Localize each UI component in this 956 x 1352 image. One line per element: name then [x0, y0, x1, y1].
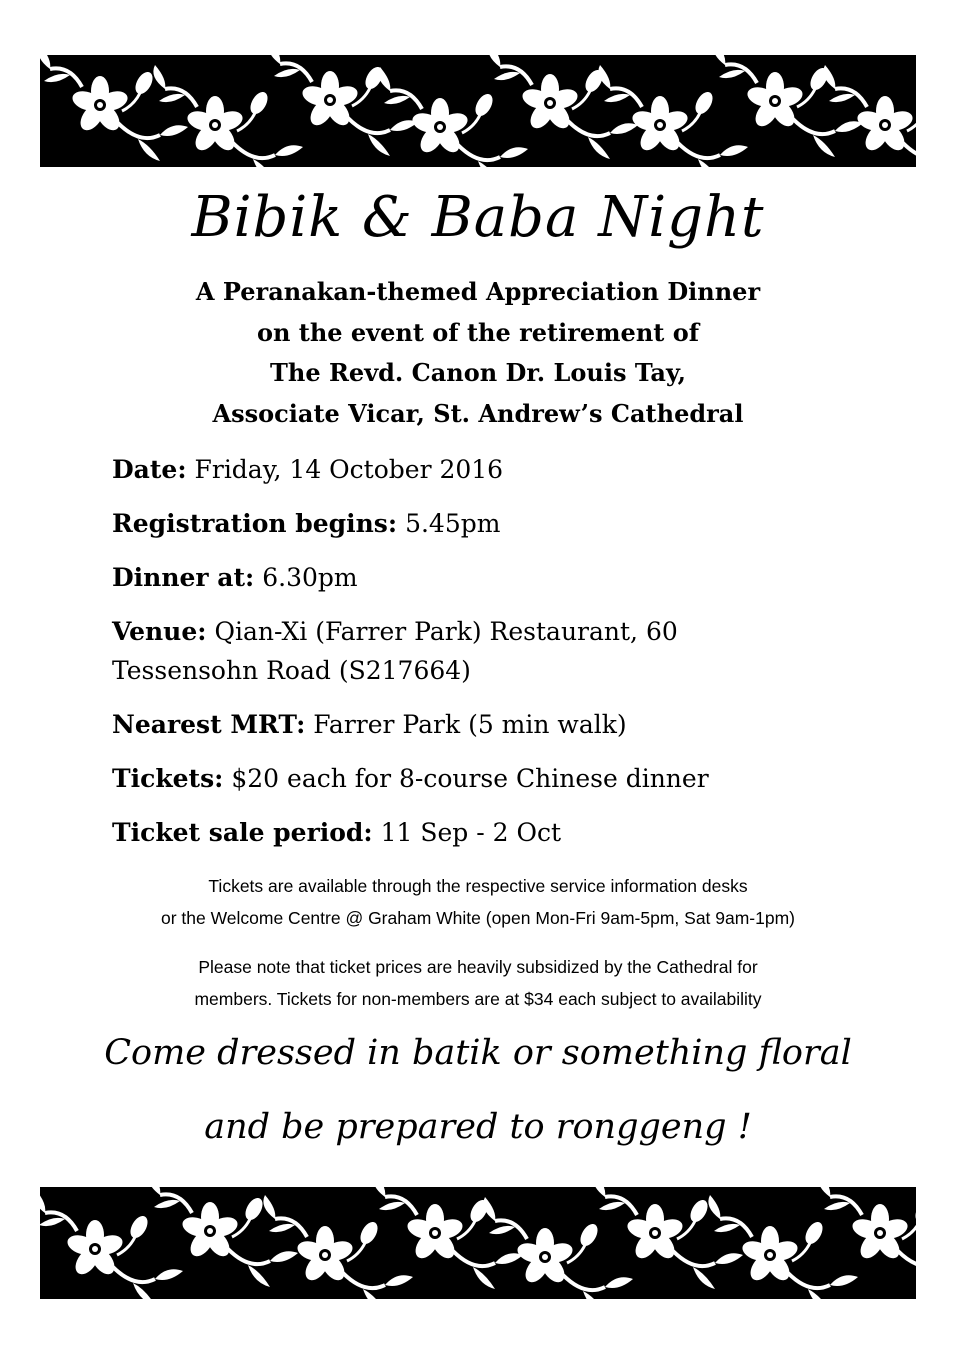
detail-venue: [112, 612, 832, 690]
dress-code-line: Come dressed in batik or something floral: [104, 1033, 852, 1073]
ticket-availability-note: [0, 870, 956, 934]
detail-value: 5.45pm: [405, 509, 501, 538]
subtitle-line: Associate Vicar, St. Andrew’s Cathedral: [212, 398, 744, 428]
detail-label: Dinner at:: [112, 563, 255, 592]
detail-ticket-sale-period: [112, 813, 832, 852]
note-line: Tickets are available through the respective service information desks: [208, 876, 748, 896]
detail-label: Nearest MRT:: [112, 710, 306, 739]
detail-label: Date:: [112, 455, 187, 484]
pricing-note: [0, 951, 956, 1015]
batik-floral-pattern-icon: [40, 1187, 916, 1299]
ronggeng-line: and be prepared to ronggeng !: [204, 1107, 752, 1147]
batik-floral-pattern-icon: [40, 55, 916, 167]
detail-label: Registration begins:: [112, 509, 398, 538]
detail-value: Friday, 14 October 2016: [194, 455, 504, 484]
event-title: Bibik & Baba Night: [191, 185, 765, 250]
floral-banner-bottom: [40, 1187, 916, 1299]
detail-label: Tickets:: [112, 764, 224, 793]
subtitle-line: A Peranakan-themed Appreciation Dinner: [195, 277, 761, 306]
event-details: [112, 450, 832, 852]
detail-tickets: [112, 759, 832, 798]
subtitle-line: on the event of the retirement of: [256, 317, 700, 347]
detail-value: Qian-Xi (Farrer Park) Restaurant, 60: [214, 617, 678, 646]
detail-value: Farrer Park (5 min walk): [313, 710, 627, 739]
subtitle-line: The Revd. Canon Dr. Louis Tay,: [270, 358, 686, 387]
detail-dinner-time: [112, 558, 832, 597]
floral-banner-top: [40, 55, 916, 167]
note-line: or the Welcome Centre @ Graham White (open Mon-Fri 9am-5pm, Sat 9am-1pm): [160, 908, 796, 928]
detail-label: Venue:: [112, 617, 207, 646]
detail-value-continued: Tessensohn Road (S217664): [112, 656, 471, 685]
detail-value: 6.30pm: [262, 563, 358, 592]
detail-value: 11 Sep - 2 Oct: [380, 818, 561, 847]
detail-registration: [112, 504, 832, 543]
event-subtitle: [0, 272, 956, 434]
note-line: Please note that ticket prices are heavily subsidized by the Cathedral for: [198, 957, 758, 977]
note-line: members. Tickets for non-members are at $34 each subject to availability: [194, 989, 762, 1009]
detail-label: Ticket sale period:: [112, 818, 373, 847]
detail-value: $20 each for 8-course Chinese dinner: [231, 764, 709, 793]
detail-date: [112, 450, 832, 489]
detail-nearest-mrt: [112, 705, 832, 744]
